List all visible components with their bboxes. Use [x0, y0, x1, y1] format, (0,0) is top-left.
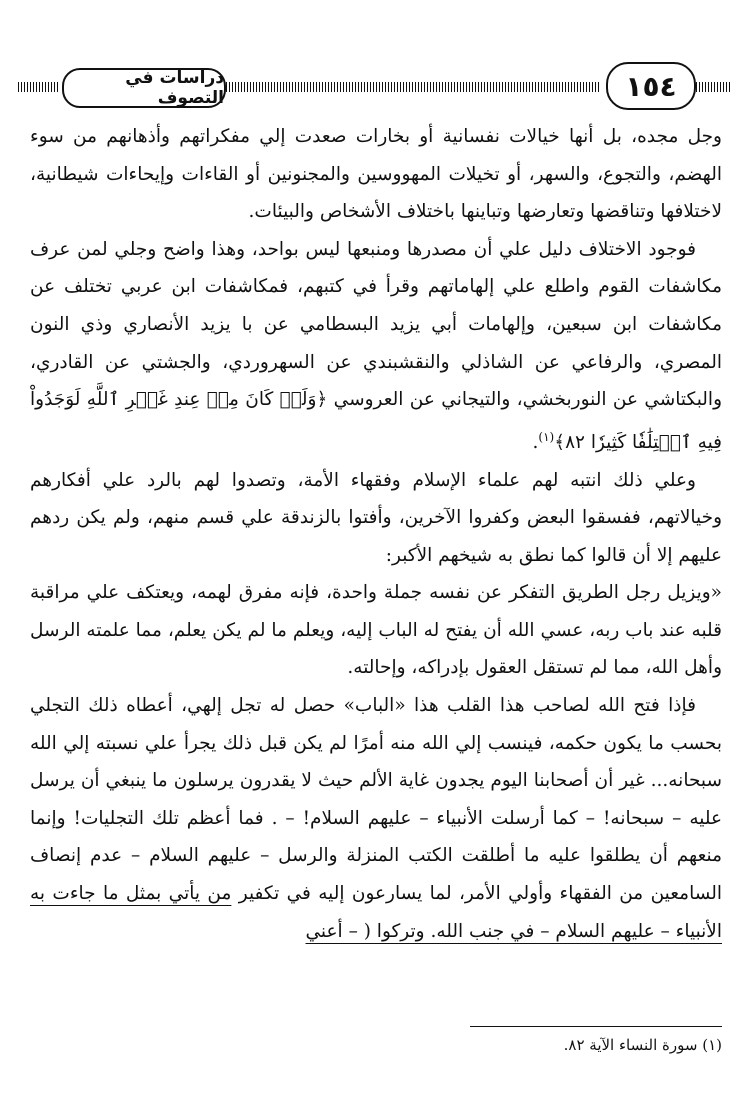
header-rule-right: [696, 82, 730, 92]
paragraph-4-quote: «ويزيل رجل الطريق التفكر عن نفسه جملة واحدة، فإنه مفرق لهمه، ويعتكف علي مراقبة قلبه عند باب ربه، عسي الله أن يفتح له الباب إليه، ويعلم ما لم يكن يعلم، مما علمته الرسل وأهل الله، مما لم تستقل العقول بإدراكه، وإحالته.: [30, 582, 722, 679]
page-body: [30, 118, 722, 950]
header-rule-left: [18, 82, 58, 92]
footnote: (١) سورة النساء الآية ٨٢.: [563, 1036, 722, 1054]
page-number: ١٥٤: [606, 62, 696, 110]
paragraph-2: [30, 231, 722, 462]
header-rule-middle: [226, 82, 600, 92]
paragraph-2-text: فوجود الاختلاف دليل علي أن مصدرها ومنبعها ليس بواحد، وهذا واضح وجلي لمن عرف مكاشفات القوم واطلع علي إلهاماتهم وقرأ في كتبهم، فمكاشفات ابن عربي تختلف عن مكاشفات ابن سبعين، وإلهامات أبي يزيد البسطامي عن با يزيد الأنصاري وذي النون المصري، والرفاعي عن الشاذلي والنقشبندي عن السهروردي، والجشتي عن القادري، والبكتاشي عن النوربخشي، والتيجاني عن العروسي: [30, 238, 722, 411]
verse-end-period: .: [532, 431, 539, 453]
paragraph-3: وعلي ذلك انتبه لهم علماء الإسلام وفقهاء الأمة، وتصدوا لهم بالرد علي أفكارهم وخيالاتهم، ففسقوا البعض وكفروا الآخرين، وأفتوا بالزندقة علي قسم منهم، ولم يكن ردهم عليهم إلا أن قالوا كما نطق به شيخهم الأكبر:: [30, 469, 722, 566]
paragraph-5-text: فإذا فتح الله لصاحب هذا القلب هذا «الباب» حصل له تجل إلهي، أعطاه ذلك التجلي بحسب ما يكون حكمه، فينسب إلي الله منه أمرًا لم يكن قبل ذلك يجرأ علي نسبته إلي الله سبحانه... غير أن أصحابنا اليوم يجدون غاية الألم حيث لا يقدرون يرسلون ما ينبغي أن يرسل عليه – سبحانه! – كما أرسلت الأنبياء – عليهم السلام! – . فما أعظم تلك التجليات! وإنما منعهم أن يطلقوا عليه ما أطلقت الكتب المنزلة والرسل – عليهم السلام – عدم إنصاف السامعين من الفقهاء وأولي الأمر، لما يسارعون إليه في تكفير: [30, 695, 722, 905]
paragraph-5: [30, 687, 722, 950]
quran-verse: ﴿وَلَوۡ كَانَ مِنۡ عِندِ غَيۡرِ ٱللَّهِ لَوَجَدُواْ فِيهِ ٱخۡتِلَٰفٗا كَثِيرٗا ٨٢﴾: [30, 389, 722, 453]
footnote-separator: [470, 1026, 722, 1027]
footnote-marker: (١): [538, 429, 555, 444]
page-header: [18, 60, 730, 108]
book-title: دراسات في التصوف: [62, 68, 226, 108]
paragraph-1: وجل مجده، بل أنها خيالات نفسانية أو بخارات صعدت إلي مفكراتهم وأذهانهم من سوء الهضم، والتجوع، والسهر، أو تخيلات المهووسين والمجنونين أو القاءات وإيحاءات شيطانية، لاختلافها وتناقضها وتعارضها وتباينها باختلاف الأشخاص والبيئات.: [30, 126, 722, 223]
underlined-last-line: من يأتي بمثل ما جاءت به الأنبياء – عليهم السلام – في جنب الله. وتركوا ( – أعني: [30, 883, 722, 942]
